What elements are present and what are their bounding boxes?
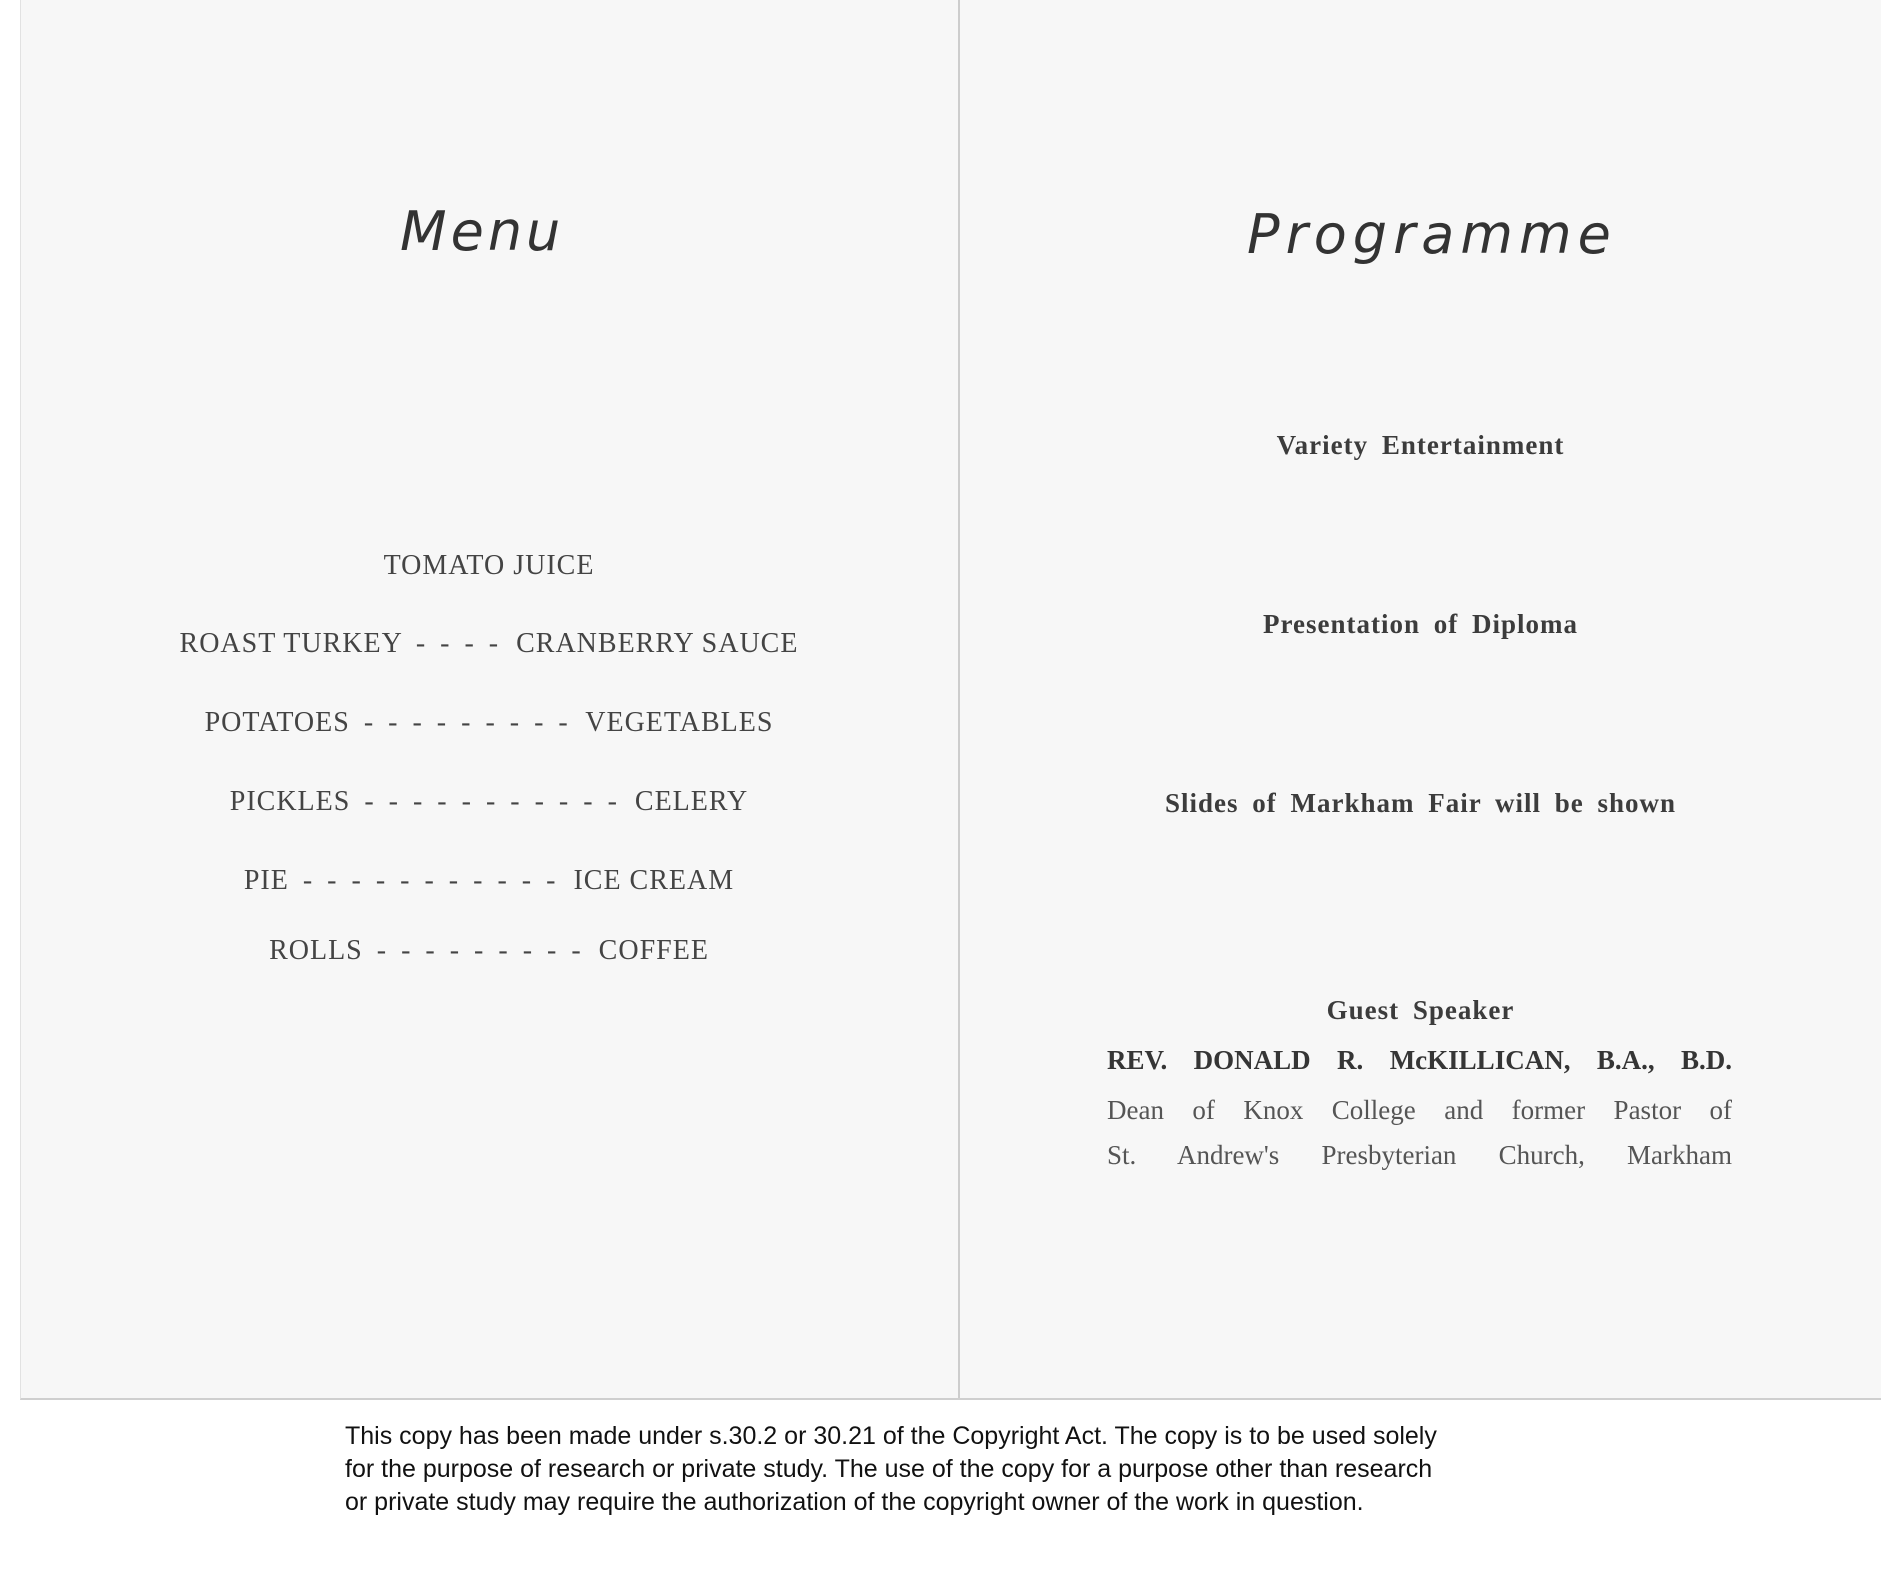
menu-panel	[20, 0, 958, 1398]
menu-item-dashes: - - - - - - - - -	[363, 707, 572, 738]
menu-item-left: POTATOES	[204, 707, 350, 738]
menu-item-right: COFFEE	[598, 935, 709, 966]
menu-item-right: CRANBERRY SAUCE	[516, 628, 799, 659]
menu-item-left: PICKLES	[229, 786, 351, 817]
guest-speaker-description: Dean of Knox College and former Pastor of	[1107, 1095, 1732, 1125]
guest-speaker-name: REV. DONALD R. McKILLICAN, B.A., B.D.	[1107, 1045, 1732, 1075]
notice-line: for the purpose of research or private study. The use of the copy for a purpose other than research	[345, 1455, 1433, 1483]
programme-item: Variety Entertainment	[1276, 430, 1565, 460]
notice-line: This copy has been made under s.30.2 or 30.21 of the Copyright Act. The copy is to be used solely	[345, 1422, 1437, 1450]
menu-item-left: TOMATO JUICE	[383, 550, 595, 581]
menu-item-right: CELERY	[634, 786, 749, 817]
menu-item-dashes: - - - - - - - - -	[376, 935, 585, 966]
programme-title: Programme	[1247, 203, 1617, 266]
guest-speaker-label: Guest Speaker	[1326, 995, 1515, 1025]
menu-item	[20, 786, 958, 818]
menu-item	[20, 865, 958, 897]
copyright-notice	[345, 1420, 1565, 1519]
menu-item-left: ROLLS	[269, 935, 363, 966]
menu-item	[20, 707, 958, 739]
menu-item	[20, 628, 958, 660]
menu-item-right: VEGETABLES	[585, 707, 774, 738]
menu-item-dashes: - - - - - - - - - - -	[302, 865, 560, 896]
menu-item-left: PIE	[243, 865, 289, 896]
menu-item-left: ROAST TURKEY	[179, 628, 402, 659]
menu-title: Menu	[400, 200, 565, 263]
programme-item: Slides of Markham Fair will be shown	[1164, 788, 1677, 818]
menu-item-dashes: - - - -	[415, 628, 503, 659]
menu-item	[20, 935, 958, 967]
menu-item	[20, 550, 958, 582]
guest-speaker-description: St. Andrew's Presbyterian Church, Markham	[1107, 1140, 1732, 1170]
menu-item-dashes: - - - - - - - - - - -	[364, 786, 621, 817]
programme-panel	[960, 0, 1881, 1398]
notice-line: or private study may require the authorization of the copyright owner of the work in question.	[345, 1488, 1364, 1516]
menu-item-right: ICE CREAM	[573, 865, 735, 896]
programme-item: Presentation of Diploma	[1263, 609, 1578, 639]
